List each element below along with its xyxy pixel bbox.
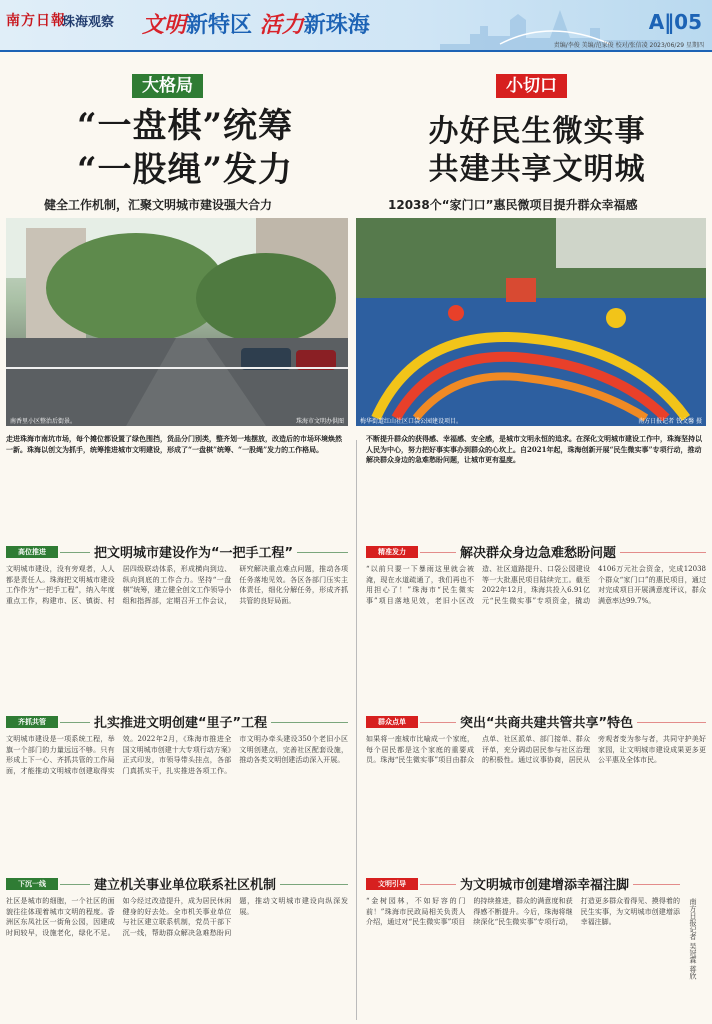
left-headline-2: “一股绳”发力 <box>76 150 294 190</box>
slogan-part-1: 文明 <box>142 13 187 38</box>
left-s1-title: 把文明城市建设作为“一把手工程” <box>90 542 297 561</box>
right-s3-kicker: 文明引导 <box>366 878 418 890</box>
left-photo-caption: 南香里小区整治后街景。 <box>10 418 77 425</box>
page-number: A‖05 <box>648 10 702 34</box>
slogan-part-4: 新珠海 <box>303 13 370 38</box>
column-divider <box>356 440 357 1020</box>
right-s2-title: 突出“共商共建共管共享”特色 <box>456 712 637 731</box>
right-headline-1: 办好民生微实事 <box>428 114 646 149</box>
left-lead: 走进珠海市南坑市场，每个摊位都设置了绿色围挡，货品分门别类，整齐划一地摆放，改造后的市场环境焕然一新。珠海以创文为抓手，统筹推进城市文明建设，形成了“一盘棋”统筹、“一股绳”发力的工作格局。 <box>6 434 342 454</box>
right-s1-kicker: 精准发力 <box>366 546 418 558</box>
page-header <box>0 0 712 50</box>
left-s2-title: 扎实推进文明创建“里子”工程 <box>90 712 271 731</box>
right-s3-title: 为文明城市创建增添幸福注脚 <box>456 874 633 893</box>
right-headline-2: 共建共享文明城 <box>428 152 646 187</box>
right-photo-credit: 南方日报记者 钱文馨 摄 <box>638 418 702 425</box>
left-s1-kicker: 高位推进 <box>6 546 58 558</box>
header-slogan <box>142 8 370 39</box>
left-tag: 大格局 <box>132 74 203 98</box>
left-s1-text: 文明城市建设，没有旁观者，人人都是责任人。珠海把文明城市建设工作作为“一把手工程”，纳入年度重点工作，构建市、区、镇街、村居四级联动体系，形成横向到边、纵向到底的工作合力。坚持“一盘棋”统筹，建立健全创文工作领导小组和指挥部，定期召开工作会议，研究解决重点难点问题，推动各项任务落地见效。各区各部门压实主体责任，细化分解任务，形成齐抓共管的良好局面。 <box>6 565 348 605</box>
right-tag: 小切口 <box>496 74 567 98</box>
left-s2-text: 文明城市建设是一项系统工程，举旗一个部门的力量远远不够。只有形成上下一心、齐抓共管的工作局面，才能推动文明城市创建取得实效。2022年2月，《珠海市推进全国文明城市创建十大专项行动方案》正式印发，市领导带头挂点，各部门真抓实干，扎实推进各项工作。市文明办牵头建设350个老旧小区文明创建点，完善社区配套设施，推动各类文明创建活动深入开展。 <box>6 735 348 775</box>
editor-meta: 责编/李俊 美编/范家俊 校对/张信凌 2023/06/29 星期四 <box>553 42 704 49</box>
left-headline-1: “一盘棋”统筹 <box>76 106 294 146</box>
pocket-park-photo <box>356 218 706 426</box>
left-subhead: 健全工作机制，汇聚文明城市建设强大合力 <box>44 198 273 212</box>
masthead-logo: 南方日報 <box>6 13 66 29</box>
section-name: 珠海观察 <box>62 15 115 30</box>
right-lead: 不断提升群众的获得感、幸福感、安全感，是城市文明永恒的追求。在深化文明城市建设工作中，珠海坚持以人民为中心，努力把好事实事办到群众的心坎上。自2021年起，珠海创新开展“民生微实事”专项行动，推动解决群众身边的急难愁盼问题，让城市更有温度。 <box>366 434 702 465</box>
right-s1-title: 解决群众身边急难愁盼问题 <box>456 542 620 561</box>
left-photo-credit: 珠海市文明办供图 <box>295 418 344 425</box>
left-s3-title: 建立机关事业单位联系社区机制 <box>90 874 280 893</box>
right-s2-text: 如果将一座城市比喻成一个家庭，每个居民都是这个家庭的重要成员。珠海“民生微实事”项目由群众点单、社区派单、部门接单、群众评单，充分调动居民参与社区治理的积极性。通过议事协商，居民从旁观者变为参与者，共同守护美好家园，让文明城市建设成果更多更公平惠及全体市民。 <box>366 735 706 765</box>
slogan-part-2: 新特区 <box>186 13 253 38</box>
left-s2-kicker: 齐抓共管 <box>6 716 58 728</box>
right-s1-text: “以前只要一下暴雨这里就会被淹，现在水道疏通了，我们再也不用担心了！”珠海市“民生微实事”项目落地见效，老旧小区改造、社区道路提升、口袋公园建设等一大批惠民项目陆续完工。截至2022年12月，珠海共投入6.91亿元“民生微实事”专项资金，撬动4106万元社会资金，完成12038个群众“家门口”的惠民项目，通过对完成项目开展满意度评议，群众满意率达99.7%。 <box>366 565 706 605</box>
reporter-byline-vertical: 南方日报记者 吴冠霖 蒋欣 <box>689 898 697 980</box>
slogan-part-3: 活力 <box>259 13 304 38</box>
right-subhead: 12038个“家门口”惠民微项目提升群众幸福感 <box>388 198 638 212</box>
header-divider <box>0 50 712 52</box>
right-photo-caption: 梅华街道红山社区口袋公园建设项目。 <box>360 418 463 425</box>
street-photo <box>6 218 348 426</box>
right-s2-kicker: 群众点单 <box>366 716 418 728</box>
left-s3-text: 社区是城市的细胞，一个社区的面貌往往体现着城市文明的程度。香洲区东凤社区一街角公园，因建成时间较早，设施老化，绿化不足。如今经过改造提升，成为居民休闲健身的好去处。全市机关事业单位与社区建立联系机制，党员干部下沉一线，帮助群众解决急难愁盼问题，推动文明城市建设向纵深发展。 <box>6 897 348 937</box>
right-s3-text: “金树园林，不如好容的门前！”珠海市民政局相关负责人介绍，通过对“民生微实事”项目的持续推进，群众的满意度和获得感不断提升。今后，珠海将继续深化“民生微实事”专项行动，打造更多群众看得见、摸得着的民生实事，为文明城市创建增添幸福注脚。 <box>366 897 680 927</box>
left-s3-kicker: 下沉一线 <box>6 878 58 890</box>
